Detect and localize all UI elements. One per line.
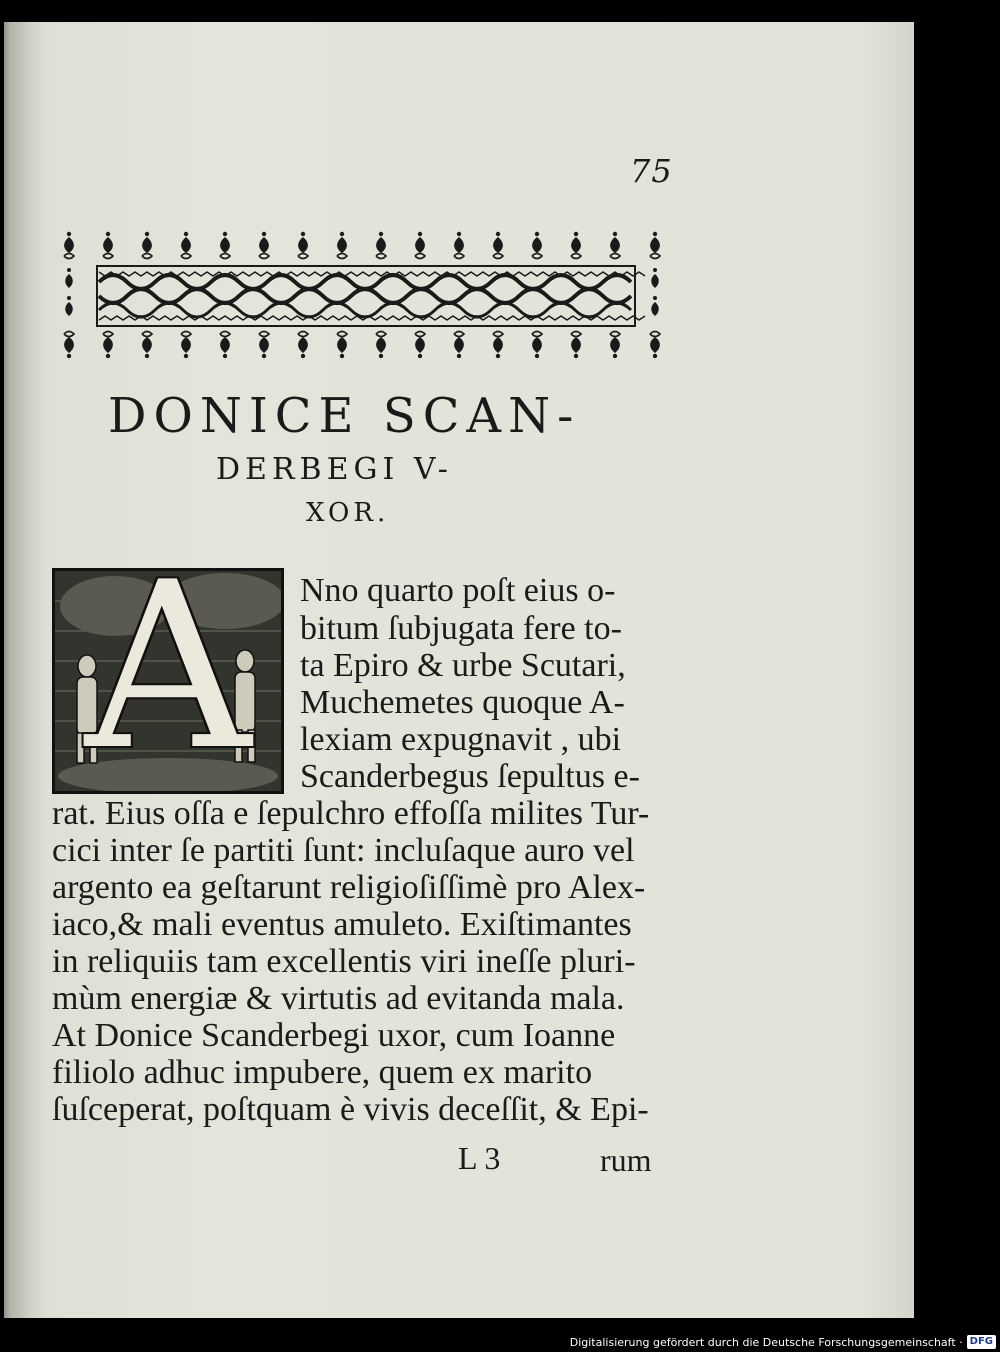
body-line: in reliquiis tam excellentis viri ineſſe pluri- <box>52 943 636 980</box>
body-line: Scanderbegus ſepultus e- <box>300 758 640 795</box>
page-gutter-shadow <box>4 22 46 1318</box>
chapter-title-line-2: DERBEGI V- <box>216 452 453 487</box>
decorated-initial <box>52 568 284 794</box>
body-line: cici inter ſe partiti ſunt: incluſaque auro vel <box>52 832 635 869</box>
catchword: rum <box>600 1142 652 1178</box>
body-line: ſuſceperat, poſtquam è vivis deceſſit, & Epi- <box>52 1091 649 1128</box>
digitization-footer <box>570 1333 996 1351</box>
funding-credit: Digitalisierung gefördert durch die Deutsche Forschungsgemeinschaft · <box>569 1335 963 1349</box>
signature-mark: L 3 <box>458 1140 501 1176</box>
body-line: At Donice Scanderbegi uxor, cum Ioanne <box>52 1017 616 1054</box>
ornamental-headpiece <box>59 222 671 372</box>
dfg-logo: DFG <box>967 1335 996 1349</box>
book-page <box>4 22 914 1318</box>
initial-letter: A <box>84 568 252 794</box>
chapter-title-line-1: DONICE SCAN- <box>108 388 581 444</box>
body-line: Muchemetes quoque A- <box>300 684 625 721</box>
body-line: bitum ſubjugata fere to- <box>300 610 622 647</box>
body-line: mùm energiæ & virtutis ad evitanda mala. <box>52 980 625 1017</box>
body-line: ta Epiro & urbe Scutari, <box>300 647 626 684</box>
body-line: filiolo adhuc impubere, quem ex marito <box>52 1054 593 1091</box>
body-line: Nno quarto poſt eius o- <box>300 572 616 609</box>
page-number: 75 <box>630 152 673 190</box>
body-line: rat. Eius oſſa e ſepulchro effoſſa milites Tur- <box>52 795 650 832</box>
body-line: iaco,& mali eventus amuleto. Exiſtimantes <box>52 906 632 943</box>
chapter-title-line-3: XOR. <box>306 498 390 528</box>
body-line: lexiam expugnavit , ubi <box>300 721 622 758</box>
body-line: argento ea geſtarunt religioſiſſimè pro Alex- <box>52 869 646 906</box>
